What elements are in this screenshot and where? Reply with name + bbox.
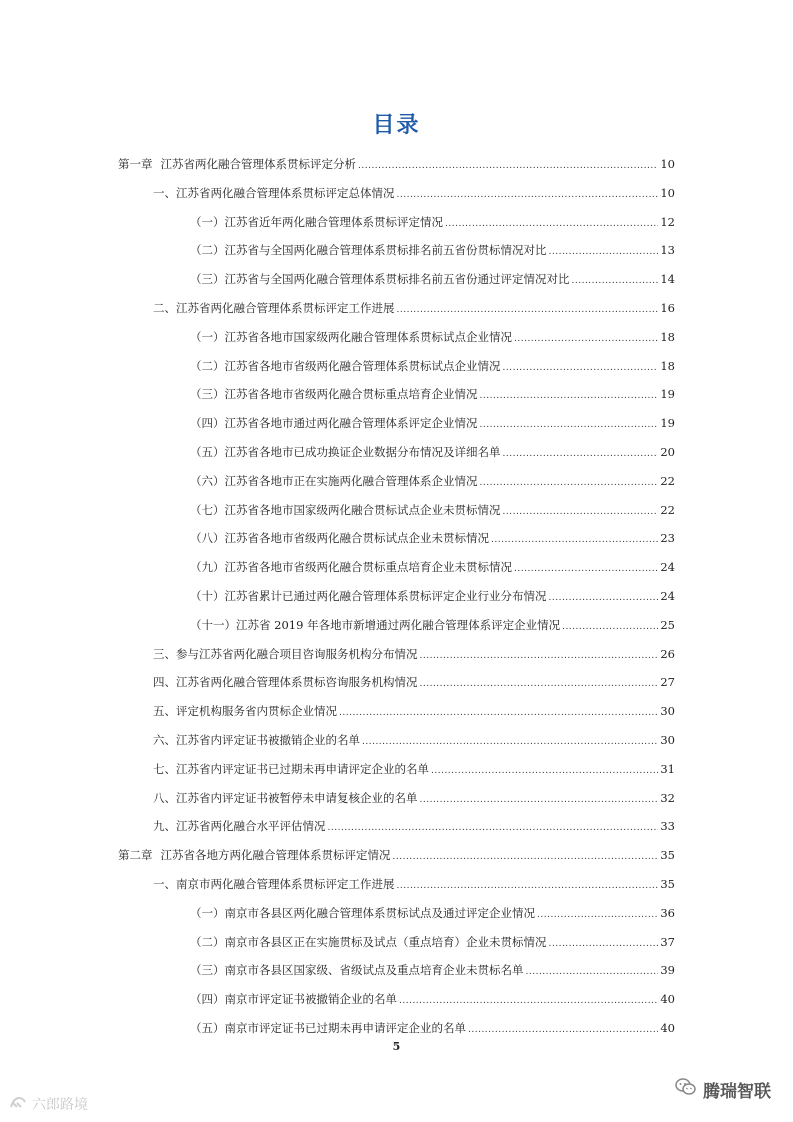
toc-entry-text	[190, 212, 443, 232]
toc-entry[interactable]	[153, 644, 675, 664]
toc-page-number: 32	[660, 790, 675, 805]
toc-dot-leader	[397, 185, 659, 205]
toc-page-number: 23	[660, 531, 675, 546]
toc-entry-title: 六、江苏省内评定证书被撤销企业的名单	[153, 733, 360, 747]
toc-entry-title: 一、南京市两化融合管理体系贯标评定工作进展	[153, 877, 395, 891]
toc-dot-leader	[445, 214, 658, 234]
toc-entry-title: （五）江苏省各地市已成功换证企业数据分布情况及详细名单	[190, 445, 501, 459]
toc-page-number: 31	[660, 761, 675, 776]
toc-entry-title: （八）江苏省各地市省级两化融合贯标试点企业未贯标情况	[190, 531, 489, 546]
toc-entry-title: 江苏省各地方两化融合管理体系贯标评定情况	[160, 848, 391, 863]
toc-entry-title: （二）江苏省与全国两化融合管理体系贯标排名前五省份贯标情况对比	[190, 243, 547, 258]
toc-dot-leader	[397, 876, 659, 896]
toc-entry-text	[190, 269, 570, 289]
toc-entry-title: 三、参与江苏省两化融合项目咨询服务机构分布情况	[153, 646, 418, 661]
toc-entry-title: 九、江苏省两化融合水平评估情况	[153, 819, 326, 834]
toc-page-number: 12	[660, 214, 675, 229]
toc-entry-text	[153, 701, 337, 721]
toc-dot-leader	[399, 991, 658, 1011]
toc-entry-text	[118, 154, 356, 174]
toc-entry[interactable]	[190, 557, 675, 577]
toc-entry-text	[153, 788, 418, 808]
toc-entry-text	[190, 903, 535, 923]
toc-page-number: 24	[660, 560, 675, 575]
toc-page-number: 35	[660, 877, 675, 891]
toc-entry[interactable]	[118, 845, 675, 865]
page-number: 5	[392, 1040, 401, 1053]
toc-dot-leader	[480, 415, 659, 435]
toc-entry-text	[190, 356, 501, 376]
toc-entry[interactable]	[190, 528, 675, 548]
toc-entry[interactable]	[153, 701, 675, 721]
toc-dot-leader	[562, 617, 658, 637]
toc-entry[interactable]	[190, 471, 675, 491]
toc-entry[interactable]	[190, 1018, 675, 1038]
toc-entry-title: 七、江苏省内评定证书已过期未再申请评定企业的名单	[153, 761, 429, 776]
toc-entry[interactable]	[190, 327, 675, 347]
toc-page-number: 22	[660, 502, 675, 517]
toc-entry-text	[153, 874, 395, 894]
toc-dot-leader	[362, 732, 658, 752]
toc-page-number: 35	[660, 848, 675, 863]
toc-entry-title: 江苏省两化融合管理体系贯标评定分析	[160, 157, 356, 171]
toc-entry-text	[190, 528, 489, 548]
toc-entry-text	[190, 557, 512, 577]
toc-entry-title: （三）江苏省与全国两化融合管理体系贯标排名前五省份通过评定情况对比	[190, 272, 570, 287]
toc-entry-title: 四、江苏省两化融合管理体系贯标咨询服务机构情况	[153, 675, 418, 690]
toc-entry-text	[153, 672, 418, 692]
toc-dot-leader	[514, 329, 658, 349]
toc-entry[interactable]	[190, 960, 675, 980]
toc-entry[interactable]	[190, 932, 675, 952]
toc-page-number: 14	[660, 272, 675, 287]
toc-entry-text	[190, 989, 397, 1009]
watermark-right-text: 腾瑞智联	[703, 1082, 771, 1102]
toc-entry[interactable]	[190, 500, 675, 520]
toc-entry-title: 五、评定机构服务省内贯标企业情况	[153, 704, 337, 719]
toc-page-number: 19	[660, 387, 675, 402]
toc-page-number: 40	[660, 992, 675, 1007]
toc-entry-text	[190, 327, 512, 347]
toc-entry[interactable]	[190, 212, 675, 232]
toc-page-number: 20	[660, 445, 675, 459]
toc-dot-leader	[393, 847, 659, 867]
toc-entry-text	[153, 298, 395, 318]
toc-dot-leader	[397, 300, 659, 320]
toc-entry[interactable]	[153, 874, 675, 894]
toc-page-number: 26	[660, 646, 675, 661]
toc-entry[interactable]	[153, 788, 675, 808]
toc-dot-leader	[431, 761, 658, 781]
toc-entry-title: （五）南京市评定证书已过期未再申请评定企业的名单	[190, 1021, 466, 1035]
toc-entry[interactable]	[190, 384, 675, 404]
toc-entry-text	[190, 615, 560, 635]
toc-entry[interactable]	[118, 154, 675, 174]
toc-dot-leader	[572, 271, 659, 291]
toc-page-number: 10	[660, 185, 675, 200]
watermark-left	[8, 1094, 88, 1114]
toc-dot-leader	[549, 588, 659, 608]
toc-dot-leader	[537, 905, 658, 925]
toc-entry[interactable]	[153, 672, 675, 692]
toc-dot-leader	[358, 156, 658, 176]
toc-chapter-label: 第一章	[118, 157, 153, 171]
toc-entry-title: 二、江苏省两化融合管理体系贯标评定工作进展	[153, 301, 395, 315]
toc-entry-title: （一）江苏省各地市国家级两化融合管理体系贯标试点企业情况	[190, 329, 512, 344]
toc-entry-text	[190, 960, 524, 980]
toc-dot-leader	[549, 934, 659, 954]
toc-entry-text	[190, 932, 547, 952]
watermark-right	[675, 1077, 771, 1102]
toc-page-number: 18	[660, 329, 675, 344]
toc-entry-text	[190, 1018, 466, 1038]
toc-page-number: 40	[660, 1021, 675, 1035]
toc-entry-text	[190, 586, 547, 606]
toc-page-number: 22	[660, 473, 675, 488]
toc-dot-leader	[339, 703, 658, 723]
toc-page-number: 13	[660, 243, 675, 258]
toc-entry-text	[190, 471, 478, 491]
watermark-left-text: 六郎路境	[32, 1097, 88, 1113]
toc-page-number: 33	[660, 819, 675, 834]
toc-page-number: 24	[660, 589, 675, 603]
toc-entry[interactable]	[190, 442, 675, 462]
toc-chapter-label: 第二章	[118, 848, 153, 863]
toc-entry[interactable]	[153, 183, 675, 203]
toc-page-number: 25	[660, 617, 675, 632]
toc-dot-leader	[503, 444, 659, 464]
toc-page-number: 16	[660, 301, 675, 315]
toc-entry[interactable]	[153, 816, 675, 836]
toc-entry-text	[190, 413, 478, 433]
toc-dot-leader	[480, 386, 659, 406]
toc-entry-text	[190, 384, 478, 404]
toc-entry[interactable]	[190, 989, 675, 1009]
toc-entry-text	[118, 845, 391, 865]
toc-entry-text	[190, 240, 547, 260]
toc-entry-text	[153, 816, 326, 836]
toc-dot-leader	[526, 962, 659, 982]
toc-entry-title: （十一）江苏省 2019 年各地市新增通过两化融合管理体系评定企业情况	[190, 617, 561, 632]
toc-entry-title: （七）江苏省各地市国家级两化融合贯标试点企业未贯标情况	[190, 502, 501, 517]
watermark-logo-icon	[8, 1094, 28, 1114]
toc-entry-title: （三）江苏省各地市省级两化融合贯标重点培育企业情况	[190, 387, 478, 402]
toc-page-number: 30	[660, 733, 675, 747]
toc-entry[interactable]	[153, 298, 675, 318]
toc-page-number: 18	[660, 358, 675, 373]
toc-page-number: 39	[660, 963, 675, 978]
toc-entry-title: （十）江苏省累计已通过两化融合管理体系贯标评定企业行业分布情况	[190, 589, 547, 603]
toc-page-number: 10	[660, 157, 675, 171]
toc-title: 目录	[372, 112, 421, 138]
toc-dot-leader	[503, 358, 659, 378]
toc-page-number: 27	[660, 675, 675, 690]
toc-entry-text	[190, 500, 501, 520]
toc-dot-leader	[420, 790, 659, 810]
toc-dot-leader	[491, 530, 658, 550]
toc-entry-title: （六）江苏省各地市正在实施两化融合管理体系企业情况	[190, 473, 478, 488]
toc-dot-leader	[514, 559, 658, 579]
toc-entry-title: （九）江苏省各地市省级两化融合贯标重点培育企业未贯标情况	[190, 560, 512, 575]
toc-entry-text	[153, 644, 418, 664]
toc-entry[interactable]	[153, 730, 675, 750]
toc-page-number: 36	[660, 905, 675, 920]
toc-entry[interactable]	[190, 615, 675, 635]
toc-entry-title: （四）南京市评定证书被撤销企业的名单	[190, 992, 397, 1007]
toc-entry-title: （二）江苏省各地市省级两化融合管理体系贯标试点企业情况	[190, 358, 501, 373]
toc-entry[interactable]	[190, 269, 675, 289]
toc-entry-title: （四）江苏省各地市通过两化融合管理体系评定企业情况	[190, 416, 478, 431]
toc-entry[interactable]	[190, 413, 675, 433]
toc-entry[interactable]	[190, 356, 675, 376]
toc-entry[interactable]	[190, 903, 675, 923]
toc-entry-title: 一、江苏省两化融合管理体系贯标评定总体情况	[153, 185, 395, 200]
toc-entry[interactable]	[190, 240, 675, 260]
wechat-icon	[675, 1077, 697, 1102]
toc-entry-title: （一）南京市各县区两化融合管理体系贯标试点及通过评定企业情况	[190, 905, 535, 920]
toc-entry-title: （二）南京市各县区正在实施贯标及试点（重点培育）企业未贯标情况	[190, 934, 547, 949]
toc-dot-leader	[549, 242, 659, 262]
toc-dot-leader	[468, 1020, 658, 1040]
toc-dot-leader	[503, 502, 659, 522]
toc-entry-text	[153, 183, 395, 203]
toc-entry-text	[153, 730, 360, 750]
toc-entry-title: （三）南京市各县区国家级、省级试点及重点培育企业未贯标名单	[190, 963, 524, 978]
toc-page-number: 30	[660, 704, 675, 719]
toc-entry-title: （一）江苏省近年两化融合管理体系贯标评定情况	[190, 214, 443, 229]
toc-entry[interactable]	[153, 759, 675, 779]
toc-dot-leader	[480, 473, 659, 493]
toc-page-number: 37	[660, 934, 675, 949]
toc-entry-title: 八、江苏省内评定证书被暂停未申请复核企业的名单	[153, 790, 418, 805]
toc-dot-leader	[328, 818, 659, 838]
toc-entry-text	[153, 759, 429, 779]
toc-page-number: 19	[660, 416, 675, 431]
toc-dot-leader	[420, 674, 659, 694]
toc-entry-text	[190, 442, 501, 462]
toc-dot-leader	[420, 646, 659, 666]
toc-entry[interactable]	[190, 586, 675, 606]
